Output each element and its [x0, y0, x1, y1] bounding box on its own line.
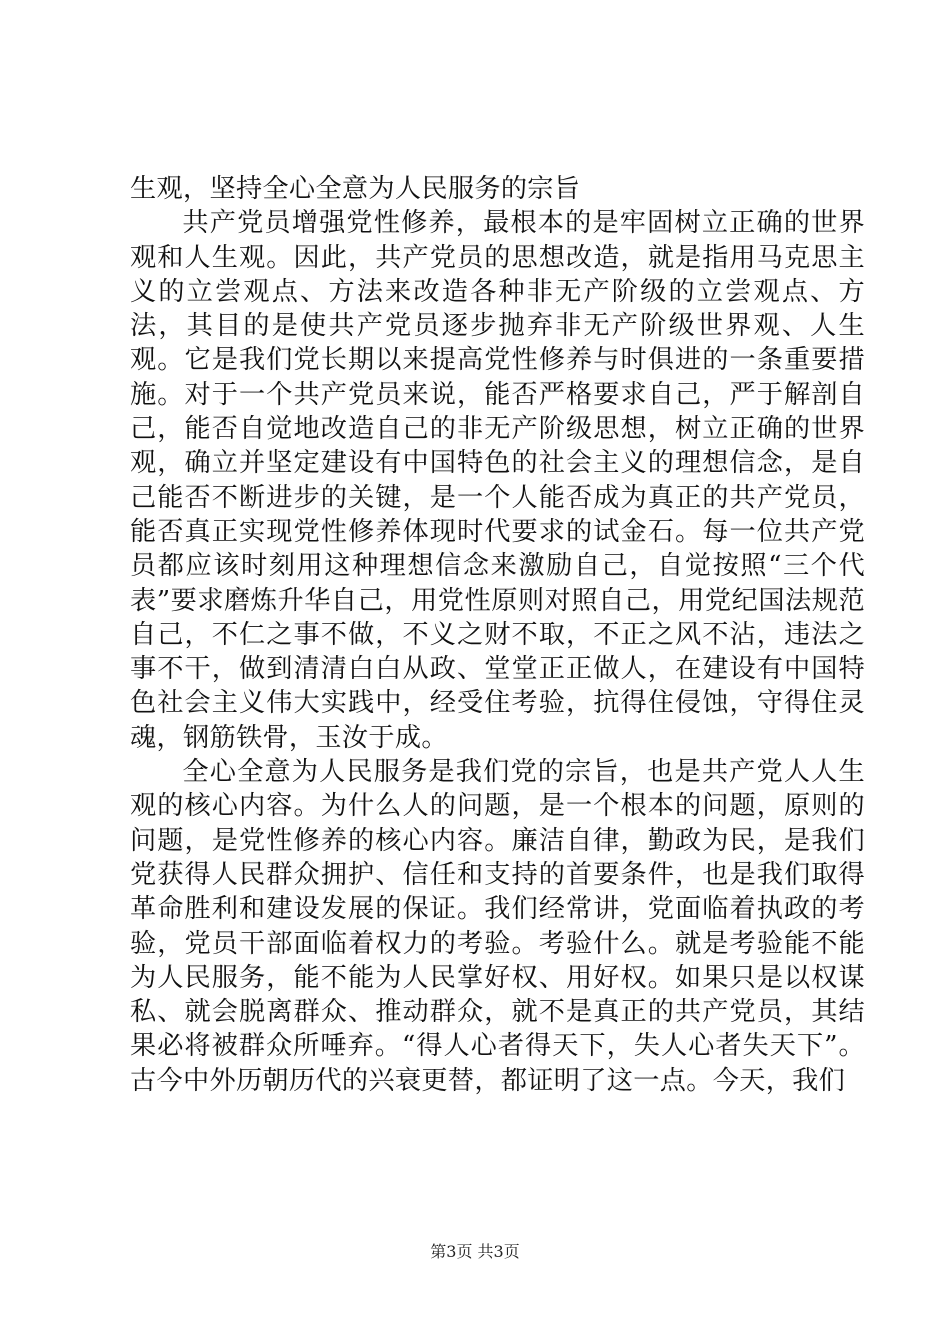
- document-body: [130, 172, 865, 1098]
- paragraph-continuation: 生观，坚持全心全意为人民服务的宗旨: [130, 174, 581, 204]
- page-footer: 第3页 共3页: [430, 1242, 520, 1261]
- paragraph-serve-people: 全心全意为人民服务是我们党的宗旨，也是共产党人人生观的核心内容。为什么人的问题，是一个根本的问题，原则的问题，是党性修养的核心内容。廉洁自律，勤政为民，是我们党获得人民群众拥护、信任和支持的首要条件，也是我们取得革命胜利和建设发展的保证。我们经常讲，党面临着执政的考验，党员干部面临着权力的考验。考验什么。就是考验能不能为人民服务，能不能为人民掌好权、用好权。如果只是以权谋私、就会脱离群众、推动群众，就不是真正的共产党员，其结果必将被群众所唾弃。“得人心者得天下，失人心者失天下”。古今中外历朝历代的兴衰更替，都证明了这一点。今天，我们: [130, 757, 865, 1096]
- paragraph-party-cultivation: 共产党员增强党性修养，最根本的是牢固树立正确的世界观和人生观。因此，共产党员的思想改造，就是指用马克思主义的立尝观点、方法来改造各种非无产阶级的立尝观点、方法，其目的是使共产党员逐步抛弃非无产阶级世界观、人生观。它是我们党长期以来提高党性修养与时俱进的一条重要措施。对于一个共产党员来说，能否严格要求自己，严于解剖自己，能否自觉地改造自己的非无产阶级思想，树立正确的世界观，确立并坚定建设有中国特色的社会主义的理想信念，是自己能否不断进步的关键，是一个人能否成为真正的共产党员，能否真正实现党性修养体现时代要求的试金石。每一位共产党员都应该时刻用这种理想信念来激励自己，自觉按照“三个代表”要求磨炼升华自己，用党性原则对照自己，用党纪国法规范自己，不仁之事不做，不义之财不取，不正之风不沾，违法之事不干，做到清清白白从政、堂堂正正做人，在建设有中国特色社会主义伟大实践中，经受住考验，抗得住侵蚀，守得住灵魂，钢筋铁骨，玉汝于成。: [130, 208, 865, 753]
